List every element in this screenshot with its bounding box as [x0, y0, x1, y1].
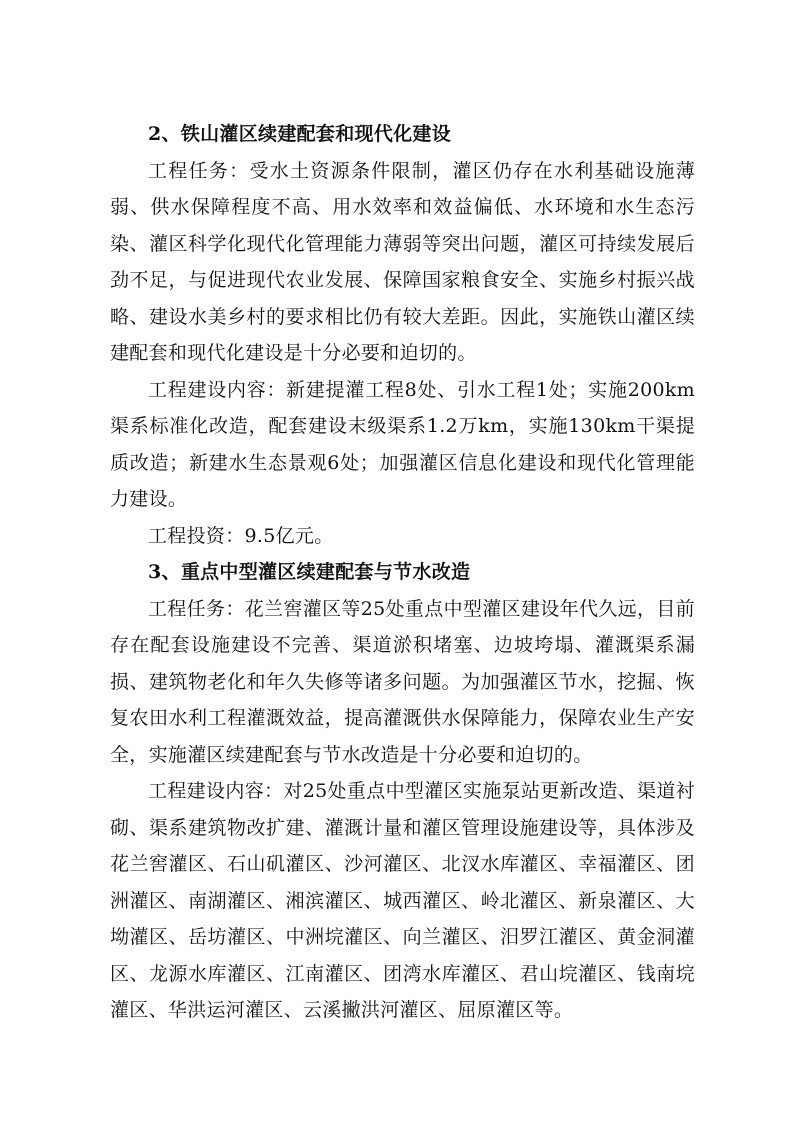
section-2-investment-paragraph: 工程投资：9.5亿元。: [148, 524, 334, 547]
document-body: [110, 116, 695, 1029]
section-2-task-paragraph: 工程任务：受水土资源条件限制，灌区仍存在水利基础设施薄弱、供水保障程度不高、用水效率和效益偏低、水环境和水生态污染、灌区科学化现代化管理能力薄弱等突出问题，灌区可持续发展后劲不足，与促进现代农业发展、保障国家粮食安全、实施乡村振兴战略、建设水美乡村的要求相比仍有较大差距。因此，实施铁山灌区续建配套和现代化建设是十分必要和迫切的。: [110, 159, 695, 364]
section-2-content-paragraph: 工程建设内容：新建提灌工程8处、引水工程1处；实施200km渠系标准化改造，配套建设末级渠系1.2万km，实施130km干渠提质改造；新建水生态景观6处；加强灌区信息化建设和现代化管理能力建设。: [110, 378, 695, 510]
section-2-heading: 2、铁山灌区续建配套和现代化建设: [148, 123, 452, 145]
section-3-task-paragraph: 工程任务：花兰窖灌区等25处重点中型灌区建设年代久远，目前存在配套设施建设不完善、渠道淤积堵塞、边坡垮塌、灌溉渠系漏损、建筑物老化和年久失修等诸多问题。为加强灌区节水，挖掘、恢复农田水利工程灌溉效益，提高灌溉供水保障能力，保障农业生产安全，实施灌区续建配套与节水改造是十分必要和迫切的。: [110, 597, 695, 766]
section-3-heading: 3、重点中型灌区续建配套与节水改造: [148, 561, 471, 583]
section-3-content-paragraph: 工程建设内容：对25处重点中型灌区实施泵站更新改造、渠道衬砌、渠系建筑物改扩建、灌溉计量和灌区管理设施建设等，具体涉及花兰窖灌区、石山矶灌区、沙河灌区、北汊水库灌区、幸福灌区、团洲灌区、南湖灌区、湘滨灌区、城西灌区、岭北灌区、新泉灌区、大坳灌区、岳坊灌区、中洲垸灌区、向兰灌区、汨罗江灌区、黄金洞灌区、龙源水库灌区、江南灌区、团湾水库灌区、君山垸灌区、钱南垸灌区、华洪运河灌区、云溪撇洪河灌区、屈原灌区等。: [110, 780, 695, 1021]
